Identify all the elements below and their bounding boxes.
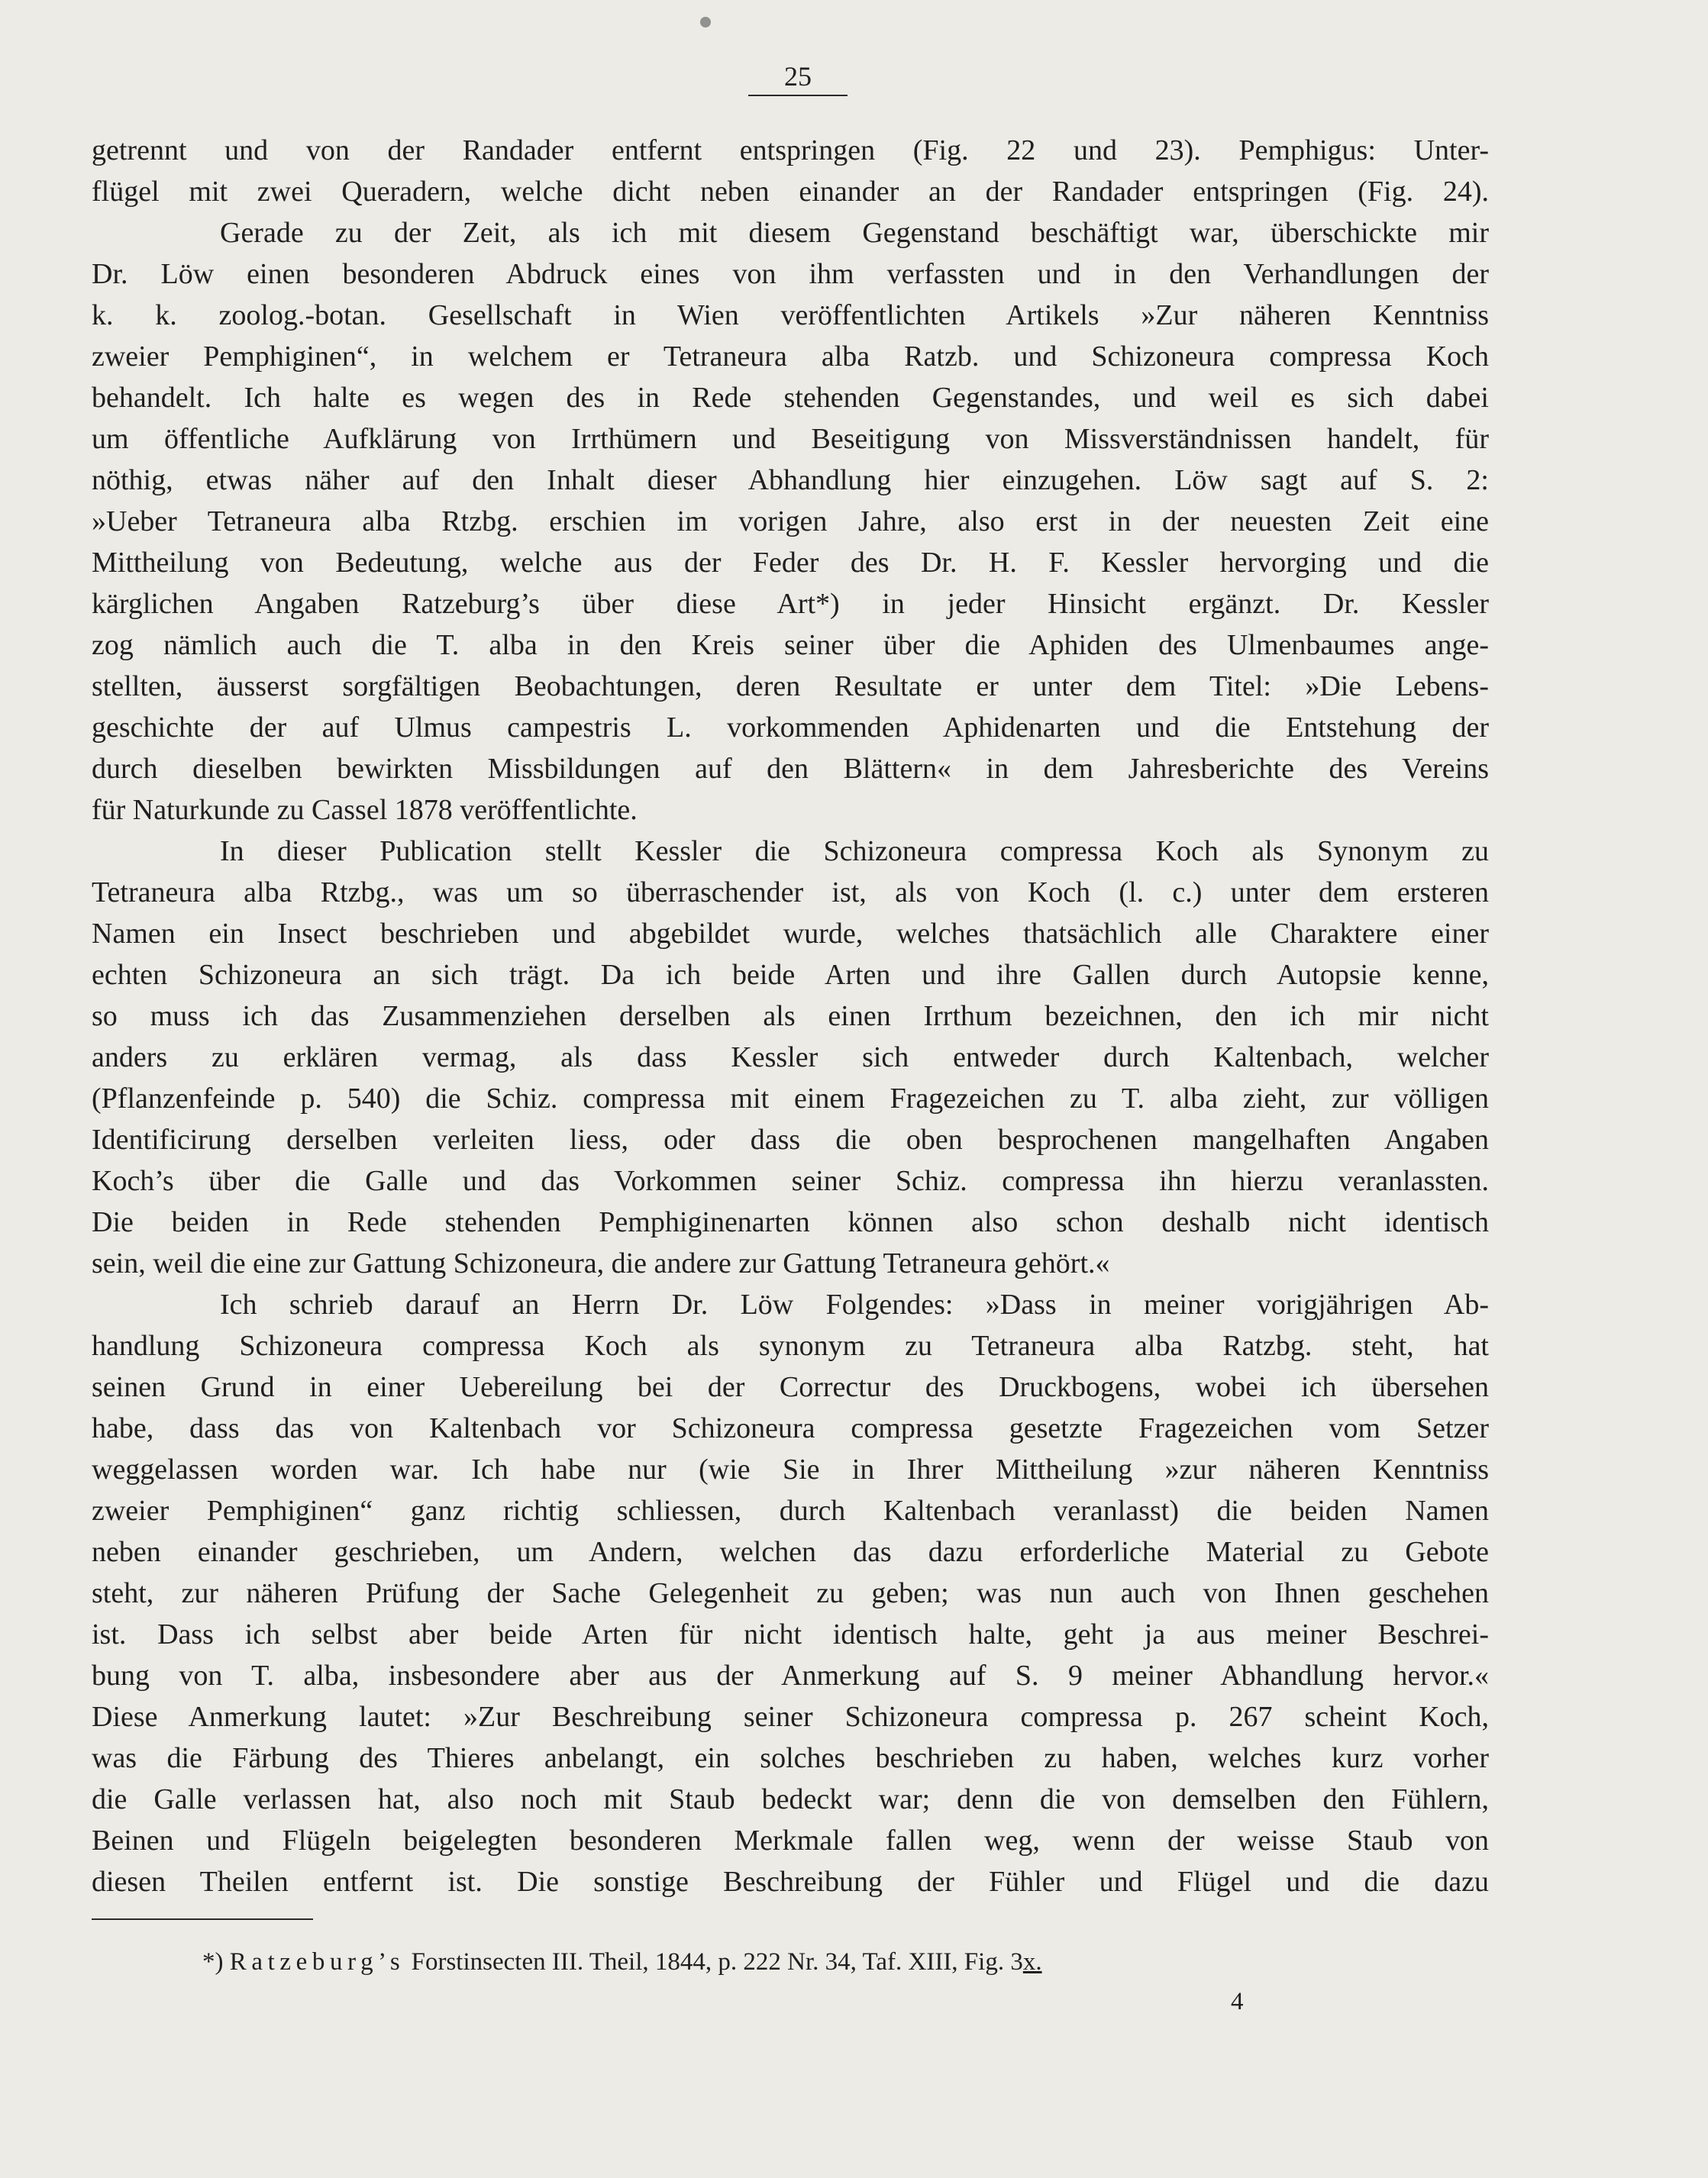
footnote-author: Ratzeburg’s — [229, 1948, 405, 1976]
text-line — [92, 212, 1489, 253]
footnote — [202, 1945, 1042, 1979]
text-line — [92, 954, 1489, 995]
text-segment: kärglichen Angaben Ratzeburg’s über diese Art*) in jeder Hinsicht ergänzt. Dr. Kessler — [92, 588, 1489, 620]
text-line — [92, 1449, 1489, 1490]
signature-mark: 4 — [1231, 1988, 1244, 2015]
text-segment: was die Färbung des Thieres anbelangt, ein solches beschrieben zu haben, welches kurz vorher — [92, 1742, 1489, 1774]
text-line — [92, 1366, 1489, 1408]
text-line — [92, 1243, 1489, 1284]
text-line — [92, 748, 1489, 789]
text-segment: In dieser Publication stellt Kessler die Schizoneura compressa Koch als Synonym zu — [220, 835, 1489, 867]
text-segment: so muss ich das Zusammenziehen derselben als einen Irrthum bezeichnen, den ich mir nicht — [92, 1000, 1489, 1032]
text-line — [92, 295, 1489, 336]
text-segment: weggelassen worden war. Ich habe nur (wie Sie in Ihrer Mittheilung »zur näheren Kenntniss — [92, 1454, 1489, 1486]
text-line — [92, 666, 1489, 707]
footnote-marker: *) — [202, 1948, 224, 1976]
text-segment: Koch’s über die Galle und das Vorkommen seiner Schiz. compressa ihn hierzu veranlassten. — [92, 1165, 1489, 1197]
text-line — [92, 913, 1489, 954]
footnote-text: Forstinsecten III. Theil, 1844, p. 222 Nr. 34, Taf. XIII, Fig. 3 — [405, 1948, 1023, 1976]
text-segment: um öffentliche Aufklärung von Irrthümern und Beseitigung von Missverständnissen handelt, für — [92, 423, 1489, 455]
text-line — [92, 418, 1489, 460]
page-number: 25 — [748, 60, 848, 96]
text-segment: habe, dass das von Kaltenbach vor Schizoneura compressa gesetzte Fragezeichen vom Setzer — [92, 1412, 1489, 1444]
text-segment: Identificirung derselben verleiten liess, oder dass die oben besprochenen mangelhaften Angaben — [92, 1124, 1489, 1156]
text-segment: geschichte der auf Ulmus campestris L. vorkommenden Aphidenarten und die Entstehung der — [92, 711, 1489, 744]
text-segment: neben einander geschrieben, um Andern, welchen das dazu erforderliche Material zu Gebote — [92, 1536, 1489, 1568]
text-line — [92, 171, 1489, 212]
text-segment: stellten, äusserst sorgfältigen Beobachtungen, deren Resultate er unter dem Titel: »Die Lebens- — [92, 670, 1489, 702]
text-segment: Gerade zu der Zeit, als ich mit diesem Gegenstand beschäftigt war, überschickte mir — [220, 217, 1489, 249]
text-segment: Mittheilung von Bedeutung, welche aus der Feder des Dr. H. F. Kessler hervorging und die — [92, 547, 1489, 579]
text-segment: Namen ein Insect beschrieben und abgebildet wurde, welches thatsächlich alle Charaktere einer — [92, 918, 1489, 950]
text-line — [92, 1037, 1489, 1078]
text-segment: zweier Pemphiginen“, in welchem er Tetraneura alba Ratzb. und Schizoneura compressa Koch — [92, 340, 1489, 373]
text-segment: bung von T. alba, insbesondere aber aus der Anmerkung auf S. 9 meiner Abhandlung hervor.« — [92, 1660, 1489, 1692]
text-line — [92, 707, 1489, 748]
text-segment: zweier Pemphiginen“ ganz richtig schliessen, durch Kaltenbach veranlasst) die beiden Namen — [92, 1495, 1489, 1527]
text-line — [92, 130, 1489, 171]
ink-speck — [700, 17, 711, 27]
text-line — [92, 1284, 1489, 1325]
text-line — [92, 1861, 1489, 1902]
text-segment: die Galle verlassen hat, also noch mit Staub bedeckt war; denn die von demselben den Fühlern, — [92, 1783, 1489, 1815]
text-segment: Tetraneura alba Rtzbg., was um so überraschender ist, als von Koch (l. c.) unter dem ersteren — [92, 876, 1489, 908]
text-segment: »Ueber Tetraneura alba Rtzbg. erschien im vorigen Jahre, also erst in der neuesten Zeit eine — [92, 505, 1489, 537]
text-segment: für Naturkunde zu Cassel 1878 veröffentlichte. — [92, 794, 638, 826]
text-segment: anders zu erklären vermag, als dass Kessler sich entweder durch Kaltenbach, welcher — [92, 1041, 1489, 1073]
text-segment: Die beiden in Rede stehenden Pemphiginenarten können also schon deshalb nicht identisch — [92, 1206, 1489, 1238]
text-segment: (Pflanzenfeinde p. 540) die Schiz. compressa mit einem Fragezeichen zu T. alba zieht, zur völligen — [92, 1083, 1489, 1115]
text-line — [92, 1531, 1489, 1573]
text-segment: zog nämlich auch die T. alba in den Kreis seiner über die Aphiden des Ulmenbaumes ange- — [92, 629, 1489, 661]
text-line — [92, 1490, 1489, 1531]
text-segment: steht, zur näheren Prüfung der Sache Gelegenheit zu geben; was nun auch von Ihnen geschehen — [92, 1577, 1489, 1609]
text-segment: ist. Dass ich selbst aber beide Arten für nicht identisch halte, geht ja aus meiner Beschrei- — [92, 1618, 1489, 1650]
text-segment: sein, weil die eine zur Gattung Schizoneura, die andere zur Gattung Tetraneura gehört.« — [92, 1247, 1110, 1279]
text-line — [92, 542, 1489, 583]
text-line — [92, 1696, 1489, 1738]
footnote-tail: x. — [1022, 1948, 1042, 1976]
text-line — [92, 1202, 1489, 1243]
text-segment: k. k. zoolog.-botan. Gesellschaft in Wien veröffentlichten Artikels »Zur näheren Kenntniss — [92, 299, 1489, 331]
text-line — [92, 1655, 1489, 1696]
text-line — [92, 460, 1489, 501]
text-line — [92, 1738, 1489, 1779]
text-segment: behandelt. Ich halte es wegen des in Rede stehenden Gegenstandes, und weil es sich dabei — [92, 382, 1489, 414]
text-segment: echten Schizoneura an sich trägt. Da ich beide Arten und ihre Gallen durch Autopsie kenne, — [92, 959, 1489, 991]
text-line — [92, 253, 1489, 295]
text-line — [92, 831, 1489, 872]
text-line — [92, 1160, 1489, 1202]
text-segment: Dr. Löw einen besonderen Abdruck eines von ihm verfassten und in den Verhandlungen der — [92, 258, 1489, 290]
text-segment: seinen Grund in einer Uebereilung bei der Correctur des Druckbogens, wobei ich übersehen — [92, 1371, 1489, 1403]
text-line — [92, 501, 1489, 542]
text-line — [92, 583, 1489, 624]
text-line — [92, 1779, 1489, 1820]
text-line — [92, 336, 1489, 377]
text-line — [92, 995, 1489, 1037]
text-segment: Diese Anmerkung lautet: »Zur Beschreibung seiner Schizoneura compressa p. 267 scheint Koch, — [92, 1701, 1489, 1733]
body-text — [92, 130, 1489, 1902]
text-line — [92, 624, 1489, 666]
text-segment: getrennt und von der Randader entfernt entspringen (Fig. 22 und 23). Pemphigus: Unter- — [92, 134, 1489, 166]
text-line — [92, 1614, 1489, 1655]
text-segment: Ich schrieb darauf an Herrn Dr. Löw Folgendes: »Dass in meiner vorigjährigen Ab- — [220, 1289, 1489, 1321]
text-line — [92, 1119, 1489, 1160]
text-segment: nöthig, etwas näher auf den Inhalt dieser Abhandlung hier einzugehen. Löw sagt auf S. 2: — [92, 464, 1489, 496]
text-segment: Beinen und Flügeln beigelegten besonderen Merkmale fallen weg, wenn der weisse Staub von — [92, 1825, 1489, 1857]
text-line — [92, 1573, 1489, 1614]
text-segment: flügel mit zwei Queradern, welche dicht neben einander an der Randader entspringen (Fig. 24). — [92, 176, 1489, 208]
text-line — [92, 1408, 1489, 1449]
text-segment: handlung Schizoneura compressa Koch als synonym zu Tetraneura alba Ratzbg. steht, hat — [92, 1330, 1489, 1362]
footnote-divider — [92, 1918, 313, 1920]
text-line — [92, 789, 1489, 831]
text-line — [92, 1325, 1489, 1366]
text-line — [92, 377, 1489, 418]
text-line — [92, 1078, 1489, 1119]
text-segment: diesen Theilen entfernt ist. Die sonstige Beschreibung der Fühler und Flügel und die dazu — [92, 1866, 1489, 1898]
text-line — [92, 1820, 1489, 1861]
text-line — [92, 872, 1489, 913]
text-segment: durch dieselben bewirkten Missbildungen auf den Blättern« in dem Jahresberichte des Vereins — [92, 753, 1489, 785]
